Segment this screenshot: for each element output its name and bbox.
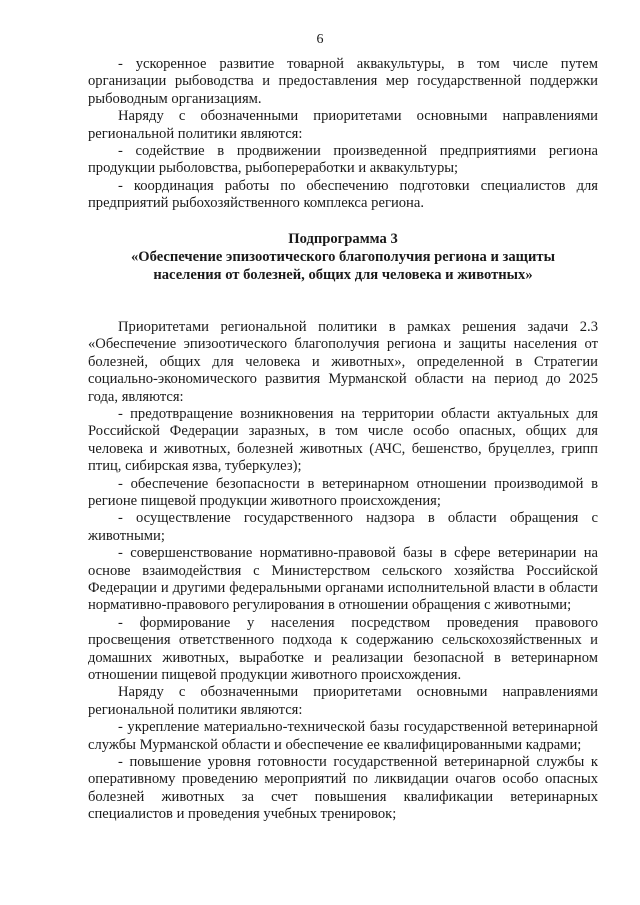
paragraph: - осуществление государственного надзора в области обращения с животными; <box>88 510 598 544</box>
subprogram-subtitle-line1: «Обеспечение эпизоотического благополучия региона и защиты <box>131 249 555 266</box>
paragraph: - формирование у населения посредством проведения правового просвещения ответственного подхода к содержанию сельскохозяйственных и домашних животных, выработке и реализации безопасной в ветеринарном отношении пищевой продукции животного происхождения. <box>88 614 598 683</box>
subprogram-subtitle-line2: населения от болезней, общих для человека и животных» <box>153 267 533 284</box>
paragraph: - обеспечение безопасности в ветеринарном отношении производимой в регионе пищевой продукции животного происхождения; <box>88 475 598 509</box>
paragraph: Наряду с обозначенными приоритетами основными направлениями региональной политики являются: <box>88 684 598 718</box>
paragraph: Наряду с обозначенными приоритетами основными направлениями региональной политики являются: <box>88 108 598 142</box>
paragraph: - содействие в продвижении произведенной предприятиями региона продукции рыболовства, рыбопереработки и аквакультуры; <box>88 143 598 177</box>
paragraph: - совершенствование нормативно-правовой базы в сфере ветеринарии на основе взаимодействия с Министерством сельского хозяйства Российской Федерации и другими федеральными органами исполнительной власти в области нормативно-правового регулирования в отношении обращения с животными; <box>88 545 598 614</box>
paragraph: - укрепление материально-технической базы государственной ветеринарной службы Мурманской области и обеспечение ее квалифицированными кадрами; <box>88 719 598 753</box>
paragraph: - предотвращение возникновения на территории области актуальных для Российской Федерации заразных, в том числе особо опасных, общих для человека и животных, болезней животных (АЧС, бешенство, бруцеллез, грипп птиц, сибирская язва, туберкулез); <box>88 405 598 475</box>
paragraph: - повышение уровня готовности государственной ветеринарной службы к оперативному проведению мероприятий по ликвидации очагов особо опасных болезней животных за счет повышения квалификации ветеринарных специалистов и проведения учебных тренировок; <box>88 754 598 823</box>
subprogram-title: Подпрограмма 3 <box>288 230 398 247</box>
paragraph: - ускоренное развитие товарной аквакультуры, в том числе путем организации рыбоводства и предоставления мер государственной поддержки рыбоводным организациям. <box>88 56 598 107</box>
paragraph: - координация работы по обеспечению подготовки специалистов для предприятий рыбохозяйственного комплекса региона. <box>88 177 598 212</box>
subprogram-heading <box>88 230 598 285</box>
page-number: 6 <box>316 32 324 47</box>
paragraph: Приоритетами региональной политики в рамках решения задачи 2.3 «Обеспечение эпизоотического благополучия региона и защиты населения от болезней, общих для человека и животных», определенной в Стратегии социально-экономического развития Мурманской области на период до 2025 года, являются: <box>88 318 598 405</box>
document-body <box>88 56 598 824</box>
